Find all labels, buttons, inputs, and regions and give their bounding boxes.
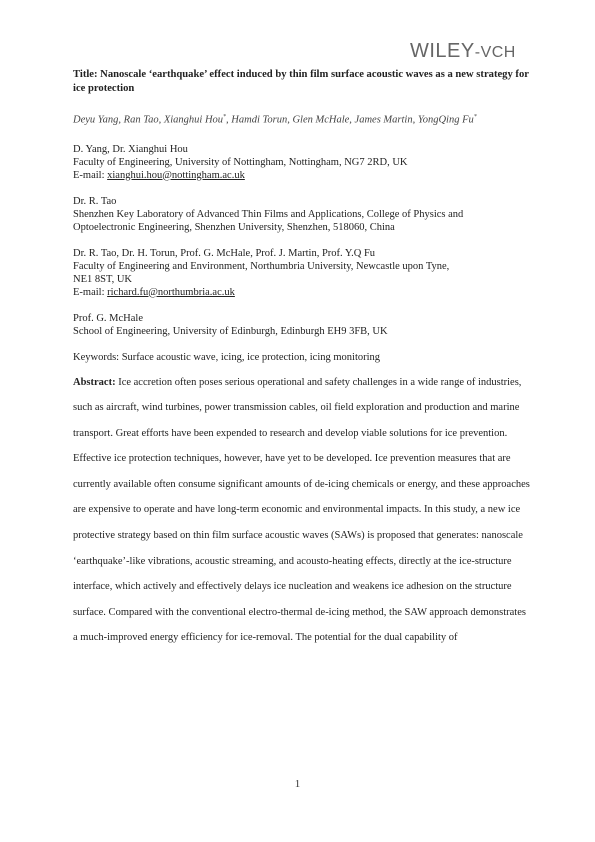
affiliation-block-2 — [73, 195, 530, 234]
logo-suffix-text: -VCH — [474, 44, 516, 61]
affiliation-line: D. Yang, Dr. Xianghui Hou — [73, 143, 188, 155]
keywords: Keywords: Surface acoustic wave, icing, ice protection, icing monitoring — [73, 351, 381, 363]
affiliation-line: Faculty of Engineering and Environment, Northumbria University, Newcastle upon Tyne, — [73, 260, 450, 272]
paper-title: Title: Nanoscale ‘earthquake’ effect induced by thin film surface acoustic waves as a new strategy for ice protection — [73, 69, 529, 94]
page-number: 1 — [294, 778, 301, 790]
paper-body — [73, 68, 530, 651]
email-label: E-mail: — [73, 286, 108, 298]
corresponding-mark-1: * — [223, 114, 227, 120]
logo-main-text: WILEY — [410, 40, 475, 62]
abstract-label: Abstract: — [73, 376, 116, 388]
authors-text-1: Deyu Yang, Ran Tao, Xianghui Hou — [73, 114, 224, 126]
email-line — [73, 169, 530, 182]
abstract — [73, 370, 530, 652]
affiliation-line: Shenzhen Key Laboratory of Advanced Thin Films and Applications, College of Physics and — [73, 208, 464, 220]
affiliation-line: Prof. G. McHale — [73, 312, 143, 324]
corresponding-mark-2: * — [473, 114, 477, 120]
affiliation-block-4 — [73, 312, 530, 338]
affiliation-block-3 — [73, 247, 530, 299]
publisher-logo — [410, 40, 530, 63]
affiliation-line: Dr. R. Tao, Dr. H. Torun, Prof. G. McHale, Prof. J. Martin, Prof. Y.Q Fu — [73, 247, 376, 259]
affiliation-line: Dr. R. Tao — [73, 195, 117, 207]
email-line — [73, 286, 530, 299]
affiliation-block-1 — [73, 143, 530, 182]
affiliation-line: NE1 8ST, UK — [73, 273, 133, 285]
email-link[interactable]: richard.fu@northumbria.ac.uk — [107, 286, 235, 298]
email-link[interactable]: xianghui.hou@nottingham.ac.uk — [107, 169, 245, 181]
affiliation-line: Optoelectronic Engineering, Shenzhen University, Shenzhen, 518060, China — [73, 221, 395, 233]
authors-text-2: , Hamdi Torun, Glen McHale, James Martin, YongQing Fu — [226, 114, 474, 126]
abstract-text: Ice accretion often poses serious operational and safety challenges in a wide range of industries, such as aircraft, wind turbines, power transmission cables, oil field exploration and production and marine transport. Great efforts have been expended to research and develop viable solutions for ice prevention. Effective ice protection techniques, however, have yet to be developed. Ice prevention measures that are currently available often consume significant amounts of de-icing chemicals or energy, and these approaches are expensive to operate and have long-term economic and environmental impacts. In this study, a new ice protective strategy based on thin film surface acoustic waves (SAWs) is proposed that generates: nanoscale ‘earthquake’-like vibrations, acoustic streaming, and acousto-heating effects, directly at the ice-structure interface, which actively and effectively delays ice nucleation and weakens ice adhesion on the structure surface. Compared with the conventional electro-thermal de-icing method, the SAW approach demonstrates a much-improved energy efficiency for ice-removal. The potential for the dual capability of — [73, 376, 530, 644]
author-list — [73, 111, 530, 127]
affiliation-line: Faculty of Engineering, University of Nottingham, Nottingham, NG7 2RD, UK — [73, 156, 408, 168]
email-label: E-mail: — [73, 169, 108, 181]
affiliation-line: School of Engineering, University of Edinburgh, Edinburgh EH9 3FB, UK — [73, 325, 388, 337]
